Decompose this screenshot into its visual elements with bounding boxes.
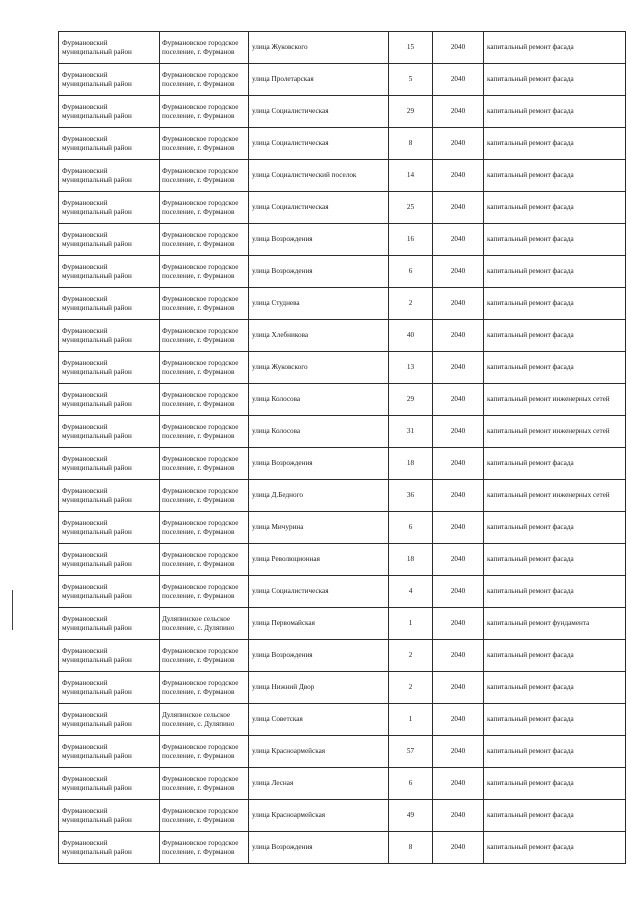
settlement-cell: Фурмановское городское поселение, г. Фурманов	[160, 768, 249, 800]
street-cell: улица Революционная	[249, 544, 389, 576]
table-row	[59, 160, 626, 192]
settlement-cell: Фурмановское городское поселение, г. Фурманов	[160, 320, 249, 352]
house-number-cell: 4	[389, 576, 433, 608]
year-cell: 2040	[433, 672, 484, 704]
district-cell: Фурмановский муниципальный район	[59, 640, 160, 672]
house-number-cell: 2	[389, 288, 433, 320]
street-cell: улица Социалистический поселок	[249, 160, 389, 192]
settlement-cell: Фурмановское городское поселение, г. Фурманов	[160, 640, 249, 672]
house-number-cell: 18	[389, 448, 433, 480]
year-cell: 2040	[433, 640, 484, 672]
street-cell: улица Колосова	[249, 416, 389, 448]
settlement-cell: Фурмановское городское поселение, г. Фурманов	[160, 480, 249, 512]
year-cell: 2040	[433, 64, 484, 96]
work-type-cell: капитальный ремонт фасада	[484, 192, 626, 224]
district-cell: Фурмановский муниципальный район	[59, 192, 160, 224]
year-cell: 2040	[433, 192, 484, 224]
work-type-cell: капитальный ремонт фасада	[484, 736, 626, 768]
settlement-cell: Фурмановское городское поселение, г. Фурманов	[160, 64, 249, 96]
table-row	[59, 640, 626, 672]
settlement-cell: Фурмановское городское поселение, г. Фурманов	[160, 576, 249, 608]
margin-line	[12, 590, 13, 630]
table-row	[59, 192, 626, 224]
street-cell: улица Социалистическая	[249, 192, 389, 224]
table-row	[59, 32, 626, 64]
district-cell: Фурмановский муниципальный район	[59, 800, 160, 832]
settlement-cell: Дуляпинское сельское поселение, с. Дуляпино	[160, 608, 249, 640]
district-cell: Фурмановский муниципальный район	[59, 512, 160, 544]
year-cell: 2040	[433, 128, 484, 160]
house-number-cell: 2	[389, 640, 433, 672]
year-cell: 2040	[433, 96, 484, 128]
year-cell: 2040	[433, 512, 484, 544]
district-cell: Фурмановский муниципальный район	[59, 416, 160, 448]
street-cell: улица Колосова	[249, 384, 389, 416]
work-type-cell: капитальный ремонт фасада	[484, 448, 626, 480]
district-cell: Фурмановский муниципальный район	[59, 544, 160, 576]
settlement-cell: Фурмановское городское поселение, г. Фурманов	[160, 32, 249, 64]
table-row	[59, 448, 626, 480]
work-type-cell: капитальный ремонт фасада	[484, 832, 626, 864]
house-number-cell: 1	[389, 704, 433, 736]
work-type-cell: капитальный ремонт фасада	[484, 512, 626, 544]
settlement-cell: Фурмановское городское поселение, г. Фурманов	[160, 288, 249, 320]
settlement-cell: Фурмановское городское поселение, г. Фурманов	[160, 384, 249, 416]
street-cell: улица Возрождения	[249, 256, 389, 288]
house-number-cell: 13	[389, 352, 433, 384]
district-cell: Фурмановский муниципальный район	[59, 608, 160, 640]
street-cell: улица Возрождения	[249, 224, 389, 256]
year-cell: 2040	[433, 256, 484, 288]
street-cell: улица Советская	[249, 704, 389, 736]
district-cell: Фурмановский муниципальный район	[59, 128, 160, 160]
work-type-cell: капитальный ремонт фасада	[484, 352, 626, 384]
year-cell: 2040	[433, 768, 484, 800]
work-type-cell: капитальный ремонт фасада	[484, 800, 626, 832]
district-cell: Фурмановский муниципальный район	[59, 288, 160, 320]
work-type-cell: капитальный ремонт фасада	[484, 672, 626, 704]
table-row	[59, 384, 626, 416]
house-number-cell: 5	[389, 64, 433, 96]
street-cell: улица Мичурина	[249, 512, 389, 544]
work-type-cell: капитальный ремонт фасада	[484, 256, 626, 288]
table-body	[59, 32, 626, 864]
table-row	[59, 544, 626, 576]
work-type-cell: капитальный ремонт фасада	[484, 224, 626, 256]
house-number-cell: 15	[389, 32, 433, 64]
work-type-cell: капитальный ремонт фундамента	[484, 608, 626, 640]
year-cell: 2040	[433, 352, 484, 384]
settlement-cell: Фурмановское городское поселение, г. Фурманов	[160, 736, 249, 768]
district-cell: Фурмановский муниципальный район	[59, 256, 160, 288]
house-number-cell: 6	[389, 512, 433, 544]
district-cell: Фурмановский муниципальный район	[59, 576, 160, 608]
table-row	[59, 352, 626, 384]
settlement-cell: Фурмановское городское поселение, г. Фурманов	[160, 832, 249, 864]
street-cell: улица Социалистическая	[249, 96, 389, 128]
settlement-cell: Фурмановское городское поселение, г. Фурманов	[160, 96, 249, 128]
work-type-cell: капитальный ремонт фасада	[484, 32, 626, 64]
street-cell: улица Нижний Двор	[249, 672, 389, 704]
year-cell: 2040	[433, 416, 484, 448]
house-number-cell: 6	[389, 768, 433, 800]
district-cell: Фурмановский муниципальный район	[59, 832, 160, 864]
year-cell: 2040	[433, 384, 484, 416]
district-cell: Фурмановский муниципальный район	[59, 736, 160, 768]
table-row	[59, 768, 626, 800]
house-number-cell: 40	[389, 320, 433, 352]
street-cell: улица Красноармейская	[249, 736, 389, 768]
year-cell: 2040	[433, 704, 484, 736]
district-cell: Фурмановский муниципальный район	[59, 480, 160, 512]
table-row	[59, 512, 626, 544]
house-number-cell: 1	[389, 608, 433, 640]
table-row	[59, 224, 626, 256]
settlement-cell: Фурмановское городское поселение, г. Фурманов	[160, 416, 249, 448]
street-cell: улица Хлебникова	[249, 320, 389, 352]
settlement-cell: Фурмановское городское поселение, г. Фурманов	[160, 448, 249, 480]
street-cell: улица Пролетарская	[249, 64, 389, 96]
year-cell: 2040	[433, 224, 484, 256]
work-type-cell: капитальный ремонт фасада	[484, 576, 626, 608]
work-type-cell: капитальный ремонт фасада	[484, 544, 626, 576]
settlement-cell: Фурмановское городское поселение, г. Фурманов	[160, 544, 249, 576]
house-number-cell: 8	[389, 128, 433, 160]
table-row	[59, 64, 626, 96]
work-type-cell: капитальный ремонт фасада	[484, 160, 626, 192]
table-row	[59, 128, 626, 160]
house-number-cell: 16	[389, 224, 433, 256]
house-number-cell: 29	[389, 96, 433, 128]
work-type-cell: капитальный ремонт фасада	[484, 64, 626, 96]
street-cell: улица Жуковского	[249, 352, 389, 384]
table-row	[59, 480, 626, 512]
settlement-cell: Фурмановское городское поселение, г. Фурманов	[160, 128, 249, 160]
district-cell: Фурмановский муниципальный район	[59, 32, 160, 64]
house-number-cell: 25	[389, 192, 433, 224]
street-cell: улица Красноармейская	[249, 800, 389, 832]
house-number-cell: 49	[389, 800, 433, 832]
settlement-cell: Фурмановское городское поселение, г. Фурманов	[160, 800, 249, 832]
table-row	[59, 736, 626, 768]
district-cell: Фурмановский муниципальный район	[59, 768, 160, 800]
house-number-cell: 18	[389, 544, 433, 576]
work-type-cell: капитальный ремонт инженерных сетей	[484, 384, 626, 416]
settlement-cell: Фурмановское городское поселение, г. Фурманов	[160, 256, 249, 288]
table-row	[59, 320, 626, 352]
street-cell: улица Социалистическая	[249, 576, 389, 608]
house-number-cell: 57	[389, 736, 433, 768]
district-cell: Фурмановский муниципальный район	[59, 64, 160, 96]
table-row	[59, 96, 626, 128]
table-row	[59, 416, 626, 448]
district-cell: Фурмановский муниципальный район	[59, 704, 160, 736]
repair-schedule-table	[58, 31, 626, 864]
street-cell: улица Студнева	[249, 288, 389, 320]
district-cell: Фурмановский муниципальный район	[59, 160, 160, 192]
year-cell: 2040	[433, 480, 484, 512]
year-cell: 2040	[433, 32, 484, 64]
house-number-cell: 14	[389, 160, 433, 192]
house-number-cell: 2	[389, 672, 433, 704]
street-cell: улица Социалистическая	[249, 128, 389, 160]
settlement-cell: Фурмановское городское поселение, г. Фурманов	[160, 192, 249, 224]
house-number-cell: 8	[389, 832, 433, 864]
street-cell: улица Жуковского	[249, 32, 389, 64]
work-type-cell: капитальный ремонт фасада	[484, 320, 626, 352]
house-number-cell: 6	[389, 256, 433, 288]
house-number-cell: 29	[389, 384, 433, 416]
district-cell: Фурмановский муниципальный район	[59, 96, 160, 128]
settlement-cell: Фурмановское городское поселение, г. Фурманов	[160, 352, 249, 384]
table-row	[59, 608, 626, 640]
street-cell: улица Лесная	[249, 768, 389, 800]
work-type-cell: капитальный ремонт инженерных сетей	[484, 480, 626, 512]
work-type-cell: капитальный ремонт фасада	[484, 640, 626, 672]
street-cell: улица Возрождения	[249, 832, 389, 864]
street-cell: улица Возрождения	[249, 640, 389, 672]
work-type-cell: капитальный ремонт фасада	[484, 128, 626, 160]
work-type-cell: капитальный ремонт фасада	[484, 768, 626, 800]
work-type-cell: капитальный ремонт инженерных сетей	[484, 416, 626, 448]
district-cell: Фурмановский муниципальный район	[59, 352, 160, 384]
settlement-cell: Фурмановское городское поселение, г. Фурманов	[160, 672, 249, 704]
table-row	[59, 832, 626, 864]
district-cell: Фурмановский муниципальный район	[59, 672, 160, 704]
house-number-cell: 31	[389, 416, 433, 448]
street-cell: улица Д.Бедного	[249, 480, 389, 512]
district-cell: Фурмановский муниципальный район	[59, 384, 160, 416]
work-type-cell: капитальный ремонт фасада	[484, 704, 626, 736]
year-cell: 2040	[433, 160, 484, 192]
district-cell: Фурмановский муниципальный район	[59, 448, 160, 480]
year-cell: 2040	[433, 736, 484, 768]
year-cell: 2040	[433, 544, 484, 576]
year-cell: 2040	[433, 448, 484, 480]
year-cell: 2040	[433, 320, 484, 352]
year-cell: 2040	[433, 832, 484, 864]
settlement-cell: Дуляпинское сельское поселение, с. Дуляпино	[160, 704, 249, 736]
year-cell: 2040	[433, 800, 484, 832]
year-cell: 2040	[433, 576, 484, 608]
table-row	[59, 256, 626, 288]
work-type-cell: капитальный ремонт фасада	[484, 96, 626, 128]
house-number-cell: 36	[389, 480, 433, 512]
district-cell: Фурмановский муниципальный район	[59, 320, 160, 352]
table-row	[59, 576, 626, 608]
settlement-cell: Фурмановское городское поселение, г. Фурманов	[160, 224, 249, 256]
street-cell: улица Первомайская	[249, 608, 389, 640]
table-row	[59, 704, 626, 736]
table-row	[59, 288, 626, 320]
table-row	[59, 672, 626, 704]
settlement-cell: Фурмановское городское поселение, г. Фурманов	[160, 512, 249, 544]
year-cell: 2040	[433, 288, 484, 320]
settlement-cell: Фурмановское городское поселение, г. Фурманов	[160, 160, 249, 192]
district-cell: Фурмановский муниципальный район	[59, 224, 160, 256]
work-type-cell: капитальный ремонт фасада	[484, 288, 626, 320]
year-cell: 2040	[433, 608, 484, 640]
street-cell: улица Возрождения	[249, 448, 389, 480]
table-row	[59, 800, 626, 832]
